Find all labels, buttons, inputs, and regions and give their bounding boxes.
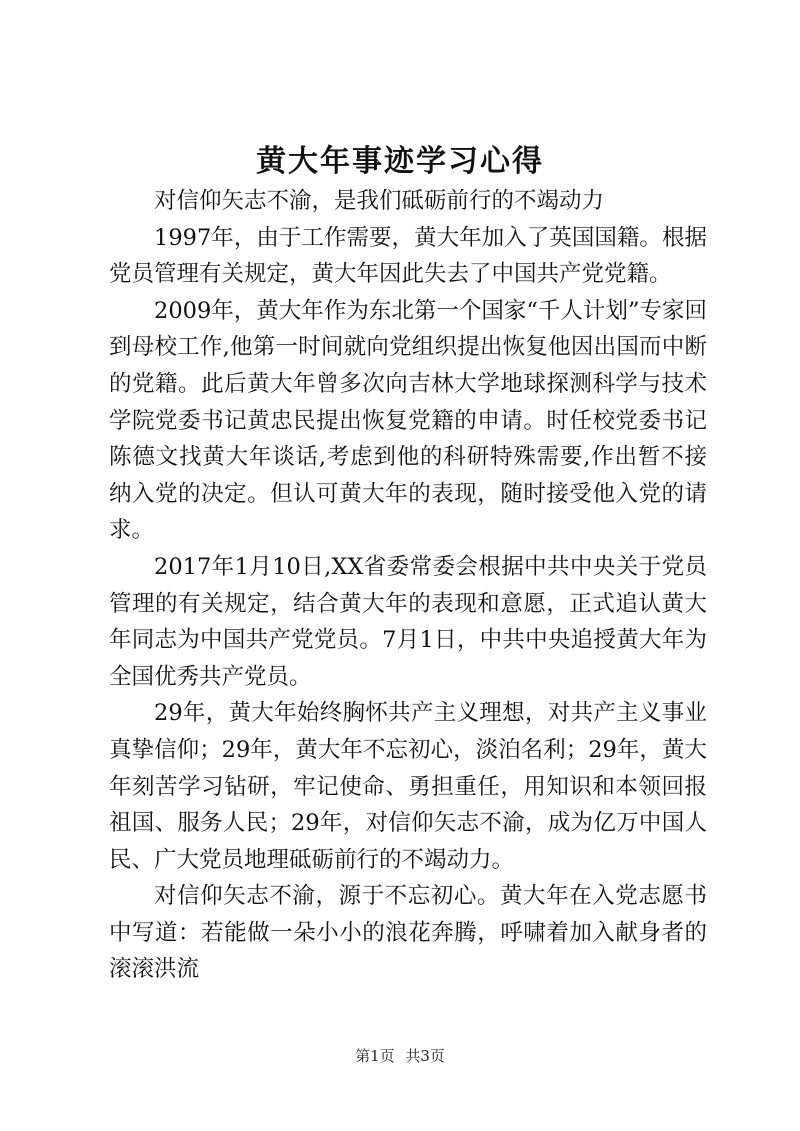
document-body bbox=[109, 183, 707, 988]
paragraph: 2017年1月10日,XX省委常委会根据中共中央关于党员管理的有关规定，结合黄大年的表现和意愿，正式追认黄大年同志为中国共产党党员。7月1日，中共中央追授黄大年为全国优秀共产党员。 bbox=[109, 553, 707, 690]
paragraph: 对信仰矢志不渝，源于不忘初心。黄大年在入党志愿书中写道：若能做一朵小小的浪花奔腾，呼啸着加入献身者的滚滚洪流 bbox=[109, 883, 707, 983]
document-title: 黄大年事迹学习心得 bbox=[256, 144, 544, 179]
paragraph: 2009年，黄大年作为东北第一个国家“千人计划”专家回到母校工作,他第一时间就向党组织提出恢复他因出国而中断的党籍。此后黄大年曾多次向吉林大学地球探测科学与技术学院党委书记黄忠民提出恢复党籍的申请。时任校党委书记陈德文找黄大年谈话,考虑到他的科研特殊需要,作出暂不接纳入党的决定。但认可黄大年的表现，随时接受他入党的请求。 bbox=[109, 297, 707, 544]
page-total: 共3页 bbox=[405, 1047, 445, 1065]
paragraph: 对信仰矢志不渝，是我们砥砺前行的不竭动力 bbox=[154, 188, 605, 214]
paragraph: 1997年，由于工作需要，黄大年加入了英国国籍。根据党员管理有关规定，黄大年因此失去了中国共产党党籍。 bbox=[109, 224, 707, 288]
page-number: 第1页 bbox=[355, 1047, 395, 1065]
paragraph: 29年，黄大年始终胸怀共产主义理想，对共产主义事业真挚信仰；29年，黄大年不忘初心，淡泊名利；29年，黄大年刻苦学习钻研，牢记使命、勇担重任，用知识和本领回报祖国、服务人民；29年，对信仰矢志不渝，成为亿万中国人民、广大党员地理砥砺前行的不竭动力。 bbox=[109, 700, 707, 873]
page-footer bbox=[0, 1046, 800, 1066]
